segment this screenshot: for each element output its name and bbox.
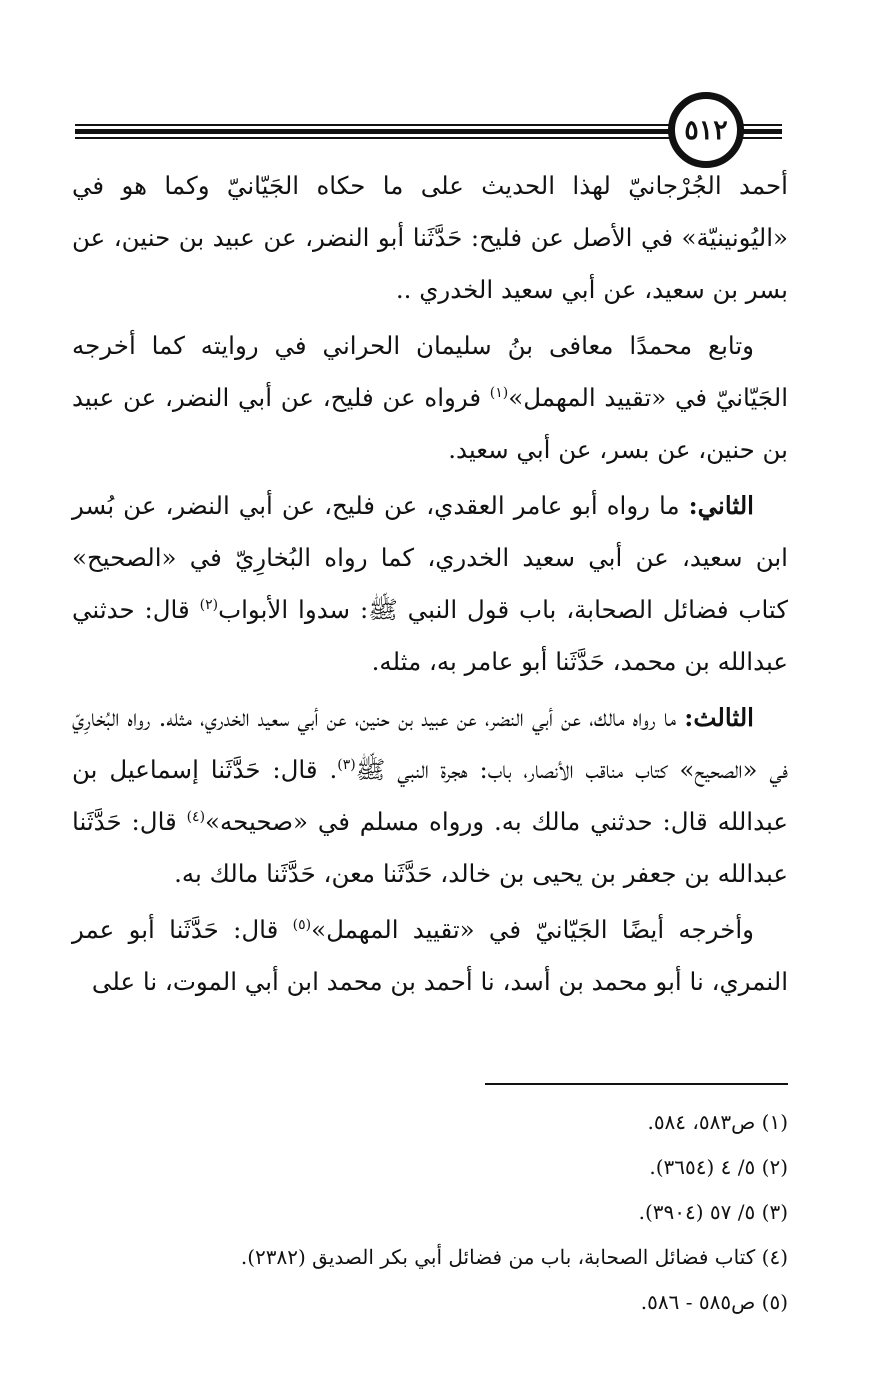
paragraph-1 (72, 160, 788, 316)
paragraph-lead: الثاني: (688, 491, 754, 520)
footnotes (72, 1100, 788, 1325)
paragraph-text: ما رواه مالك، عن أبي النضر، عن عبيد بن حنين، عن أبي سعيد الخدري، مثله. رواه البُخارِيّ في «الصحيح» كتاب مناقب الأنصار، باب: هجرة النبي ﷺ (72, 703, 788, 784)
footnote-ref[interactable]: (٢) (199, 596, 219, 613)
header-rule-right-thin-top (742, 124, 782, 126)
paragraph-text-cont: قال: حَدَّثَنا أبو عمر النمري، نا أبو محمد بن أسد، نا أحمد بن محمد ابن أبي الموت، نا على (72, 915, 788, 996)
page-header (0, 0, 873, 160)
paragraph-3 (72, 480, 788, 688)
paragraph-text-cont: فرواه عن فليح، عن أبي النضر، عن عبيد بن حنين، عن بسر، عن أبي سعيد. (72, 383, 788, 464)
footnote-5: (٥) ص٥٨٥ - ٥٨٦. (640, 1290, 788, 1314)
footnote-ref[interactable]: (٥) (292, 916, 312, 933)
paragraph-lead: الثالث: (684, 703, 754, 732)
footnote-ref[interactable]: (١) (489, 384, 509, 401)
footnote-2: (٢) ٥/ ٤ (٣٦٥٤). (649, 1155, 788, 1179)
header-rule-thin-top (75, 124, 670, 126)
paragraph-text: وأخرجه أيضًا الجَيّانيّ في «تقييد المهمل» (311, 915, 754, 944)
header-rule-thin-bottom (75, 137, 670, 139)
header-rule-thick (75, 129, 670, 134)
footnote-separator (485, 1083, 788, 1085)
main-text (72, 160, 788, 1012)
paragraph-text-cont: . قال: حَدَّثَنا إسماعيل بن عبدالله قال: حدثني مالك به. ورواه مسلم في «صحيحه» (72, 755, 788, 836)
paragraph-text: وتابع محمدًا معافى بنُ سليمان الحراني في روايته كما أخرجه الجَيّانيّ في «تقييد المهمل» (72, 331, 789, 412)
header-rule-right-thin-bottom (742, 137, 782, 139)
footnote-3: (٣) ٥/ ٥٧ (٣٩٠٤). (638, 1200, 788, 1224)
footnote-1: (١) ص٥٨٣، ٥٨٤. (647, 1110, 788, 1134)
paragraph-text-cont: قال: حدثني عبدالله بن محمد، حَدَّثَنا أبو عامر به، مثله. (72, 595, 788, 676)
paragraph-text-cont-2: قال: حَدَّثَنا عبدالله بن جعفر بن يحيى بن خالد، حَدَّثَنا معن، حَدَّثَنا مالك به. (72, 807, 788, 888)
paragraph-2 (72, 320, 788, 476)
header-rule-right-thick (742, 129, 782, 134)
page-number-badge (668, 92, 744, 168)
footnote-ref[interactable]: (٤) (186, 808, 206, 825)
footnote-4: (٤) كتاب فضائل الصحابة، باب من فضائل أبي بكر الصديق (٢٣٨٢). (240, 1245, 788, 1269)
paragraph-text: ما رواه أبو عامر العقدي، عن فليح، عن أبي النضر، عن بُسر ابن سعيد، عن أبي سعيد الخدري، كما رواه البُخارِيّ في «الصحيح» كتاب فضائل الصحابة، باب قول النبي ﷺ: سدوا الأبواب (72, 491, 788, 624)
footnote-ref[interactable]: (٣) (337, 756, 356, 773)
paragraph-text: أحمد الجُرْجانيّ لهذا الحديث على ما حكاه الجَيّانيّ وكما هو في «اليُونينيّة» في الأصل عن فليح: حَدَّثَنا أبو النضر، عن عبيد بن حنين، عن بسر بن سعيد، عن أبي سعيد الخدري .. (72, 171, 788, 304)
paragraph-4 (72, 692, 788, 900)
paragraph-5 (72, 904, 788, 1008)
page-number: ٥١٢ (684, 114, 728, 146)
